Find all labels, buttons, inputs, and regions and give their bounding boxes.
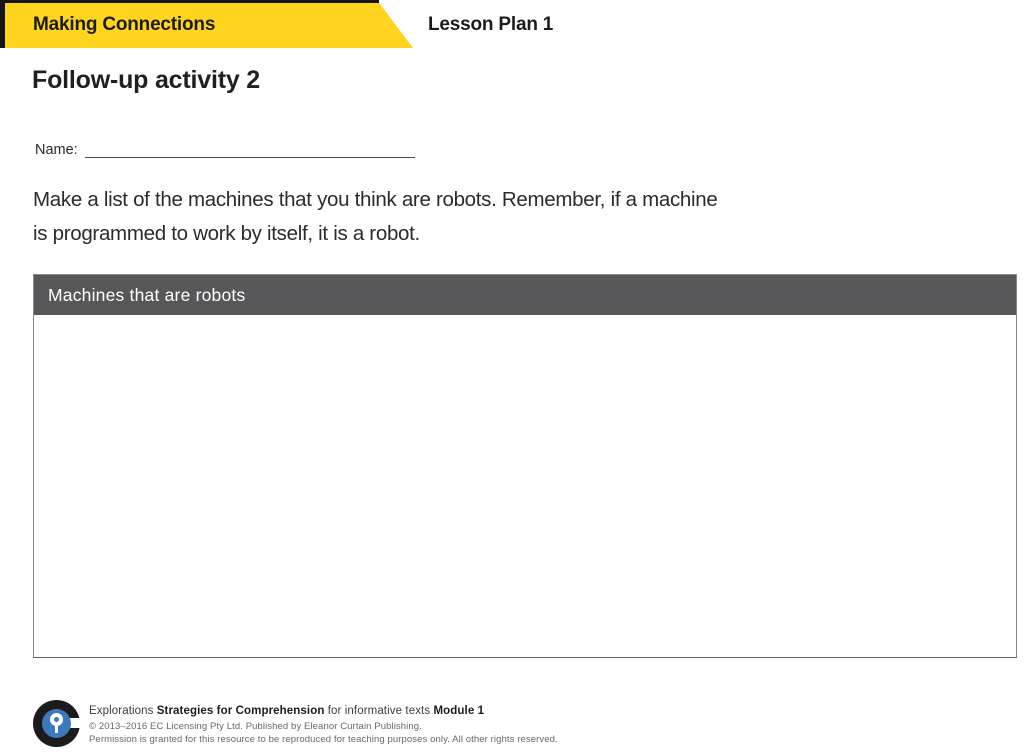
logo-notch (70, 718, 81, 728)
name-label: Name: (35, 142, 78, 158)
page-title: Follow-up activity 2 (32, 66, 260, 94)
lesson-plan-label: Lesson Plan 1 (428, 14, 554, 35)
name-input-line[interactable] (85, 143, 415, 158)
footer-module: Module 1 (433, 705, 485, 717)
robots-table (33, 274, 1017, 658)
footer-series-title: Strategies for Comprehension (156, 705, 325, 717)
footer-text (89, 700, 558, 746)
logo-blue-circle (42, 709, 71, 738)
footer-series-line (89, 705, 558, 717)
series-banner-label: Making Connections (33, 14, 216, 35)
footer-series-mid: for informative texts (327, 705, 431, 717)
footer-series: Explorations (89, 705, 154, 717)
footer-copyright: © 2013–2016 EC Licensing Pty Ltd. Published by Eleanor Curtain Publishing. (89, 721, 422, 732)
footer (33, 700, 558, 747)
logo-keyhole-stem (55, 723, 59, 733)
instructions-line-1: Make a list of the machines that you think are robots. Remember, if a machine (33, 188, 718, 211)
instructions-line-2: is programmed to work by itself, it is a robot. (33, 222, 420, 245)
logo-keyhole-dot (54, 717, 59, 722)
robots-table-header: Machines that are robots (34, 275, 1016, 315)
footer-permission: Permission is granted for this resource to be reproduced for teaching purposes only. All other rights reserved. (89, 733, 558, 745)
banner-left-edge (0, 0, 5, 48)
name-row (35, 142, 415, 158)
publisher-logo-icon (33, 700, 80, 747)
instructions (33, 183, 983, 251)
banner-top-edge (0, 0, 379, 3)
robots-table-write-area[interactable] (34, 315, 1016, 657)
